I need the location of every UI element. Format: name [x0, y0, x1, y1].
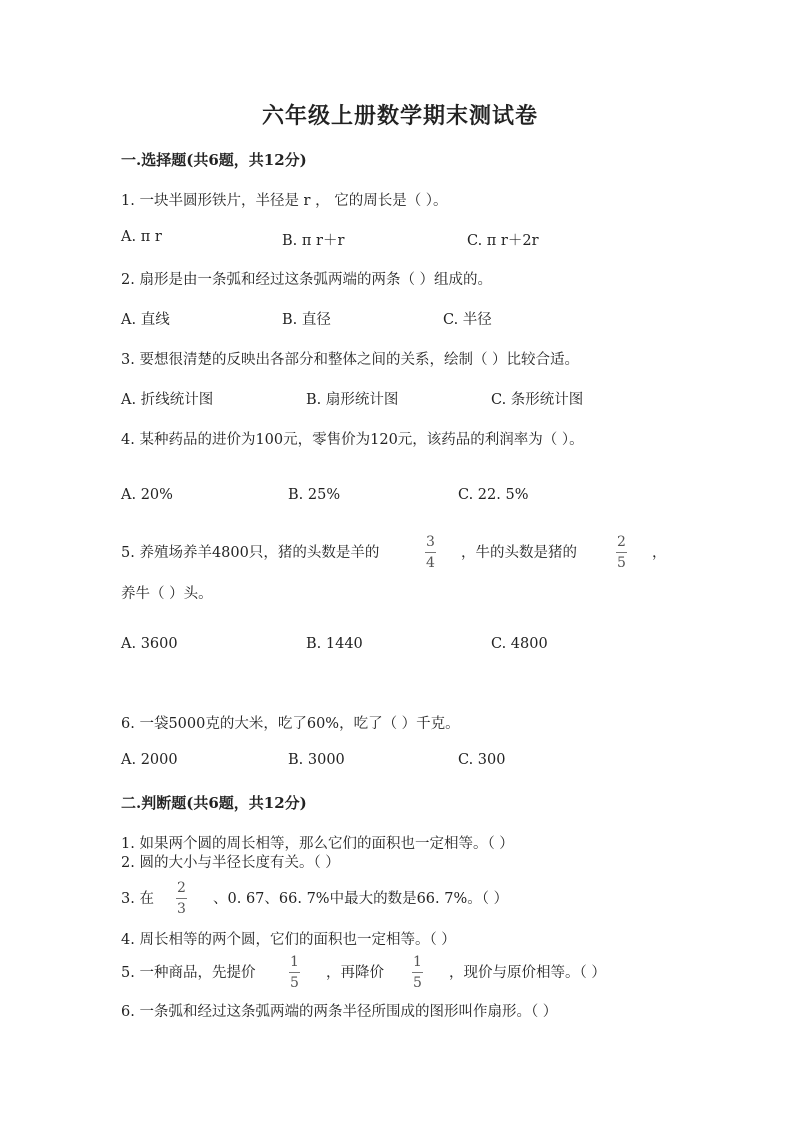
question-5-part-4: 养牛（ ）头。	[121, 586, 213, 602]
fraction-numerator: 2	[617, 534, 626, 550]
judgment-1: 1. 如果两个圆的周长相等，那么它们的面积也一定相等。（ ）	[121, 836, 514, 852]
fraction-one-fifth	[411, 955, 424, 990]
option-b: B. 1440	[306, 636, 363, 652]
option-c: C. 22. 5%	[458, 487, 529, 503]
question-3: 3. 要想很清楚的反映出各部分和整体之间的关系，绘制（ ）比较合适。	[121, 352, 580, 368]
judgment-3-part-2: 、0. 67、66. 7%中最大的数是66. 7%。（ ）	[213, 891, 509, 907]
question-6: 6. 一袋5000克的大米，吃了60%，吃了（ ）千克。	[121, 716, 460, 732]
option-a: A. π r	[121, 229, 162, 245]
option-b: B. 3000	[288, 752, 345, 768]
judgment-2: 2. 圆的大小与半径长度有关。（ ）	[121, 855, 340, 871]
fraction-denominator: 3	[177, 901, 186, 917]
option-a: A. 2000	[121, 752, 178, 768]
judgment-6: 6. 一条弧和经过这条弧两端的两条半径所围成的图形叫作扇形。（ ）	[121, 1004, 558, 1020]
fraction-numerator: 1	[290, 954, 299, 970]
fraction-denominator: 5	[617, 555, 626, 571]
section-heading-judgment: 二.判断题(共6题，共12分)	[121, 794, 307, 812]
option-c: C. 300	[458, 752, 506, 768]
question-4: 4. 某种药品的进价为100元，零售价为120元，该药品的利润率为（ ）。	[121, 432, 584, 448]
option-b: B. 25%	[288, 487, 341, 503]
fraction-numerator: 3	[426, 534, 435, 550]
option-a: A. 直线	[121, 312, 170, 328]
fraction-three-quarters	[424, 535, 437, 570]
question-5-part-2: ，牛的头数是猪的	[461, 545, 577, 561]
option-b: B. 扇形统计图	[306, 392, 399, 408]
option-b: B. π r＋r	[282, 233, 345, 249]
question-1: 1. 一块半圆形铁片，半径是 r ， 它的周长是（ ）。	[121, 193, 448, 209]
fraction-numerator: 1	[413, 954, 422, 970]
question-5-part-1: 5. 养殖场养羊4800只，猪的头数是羊的	[121, 545, 380, 561]
option-c: C. 4800	[491, 636, 548, 652]
fraction-numerator: 2	[177, 880, 186, 896]
judgment-3-part-1: 3. 在	[121, 891, 154, 907]
option-c: C. 半径	[443, 312, 492, 328]
option-b: B. 直径	[282, 312, 331, 328]
page-title: 六年级上册数学期末测试卷	[261, 103, 538, 129]
section-heading-choice: 一.选择题(共6题，共12分)	[121, 151, 307, 169]
question-5-part-3: ，	[652, 545, 667, 561]
fraction-denominator: 4	[426, 555, 435, 571]
fraction-one-fifth	[288, 955, 301, 990]
option-a: A. 3600	[121, 636, 178, 652]
judgment-4: 4. 周长相等的两个圆，它们的面积也一定相等。（ ）	[121, 932, 456, 948]
fraction-denominator: 5	[413, 975, 422, 991]
fraction-denominator: 5	[290, 975, 299, 991]
judgment-5-part-3: ，现价与原价相等。（ ）	[449, 965, 606, 981]
option-c: C. π r＋2r	[467, 233, 539, 249]
judgment-5-part-2: ，再降价	[326, 965, 384, 981]
option-a: A. 20%	[121, 487, 173, 503]
fraction-two-thirds	[175, 881, 188, 916]
option-c: C. 条形统计图	[491, 392, 584, 408]
question-2: 2. 扇形是由一条弧和经过这条弧两端的两条（ ）组成的。	[121, 272, 493, 288]
judgment-5-part-1: 5. 一种商品，先提价	[121, 965, 256, 981]
fraction-two-fifths	[615, 535, 628, 570]
option-a: A. 折线统计图	[121, 392, 214, 408]
